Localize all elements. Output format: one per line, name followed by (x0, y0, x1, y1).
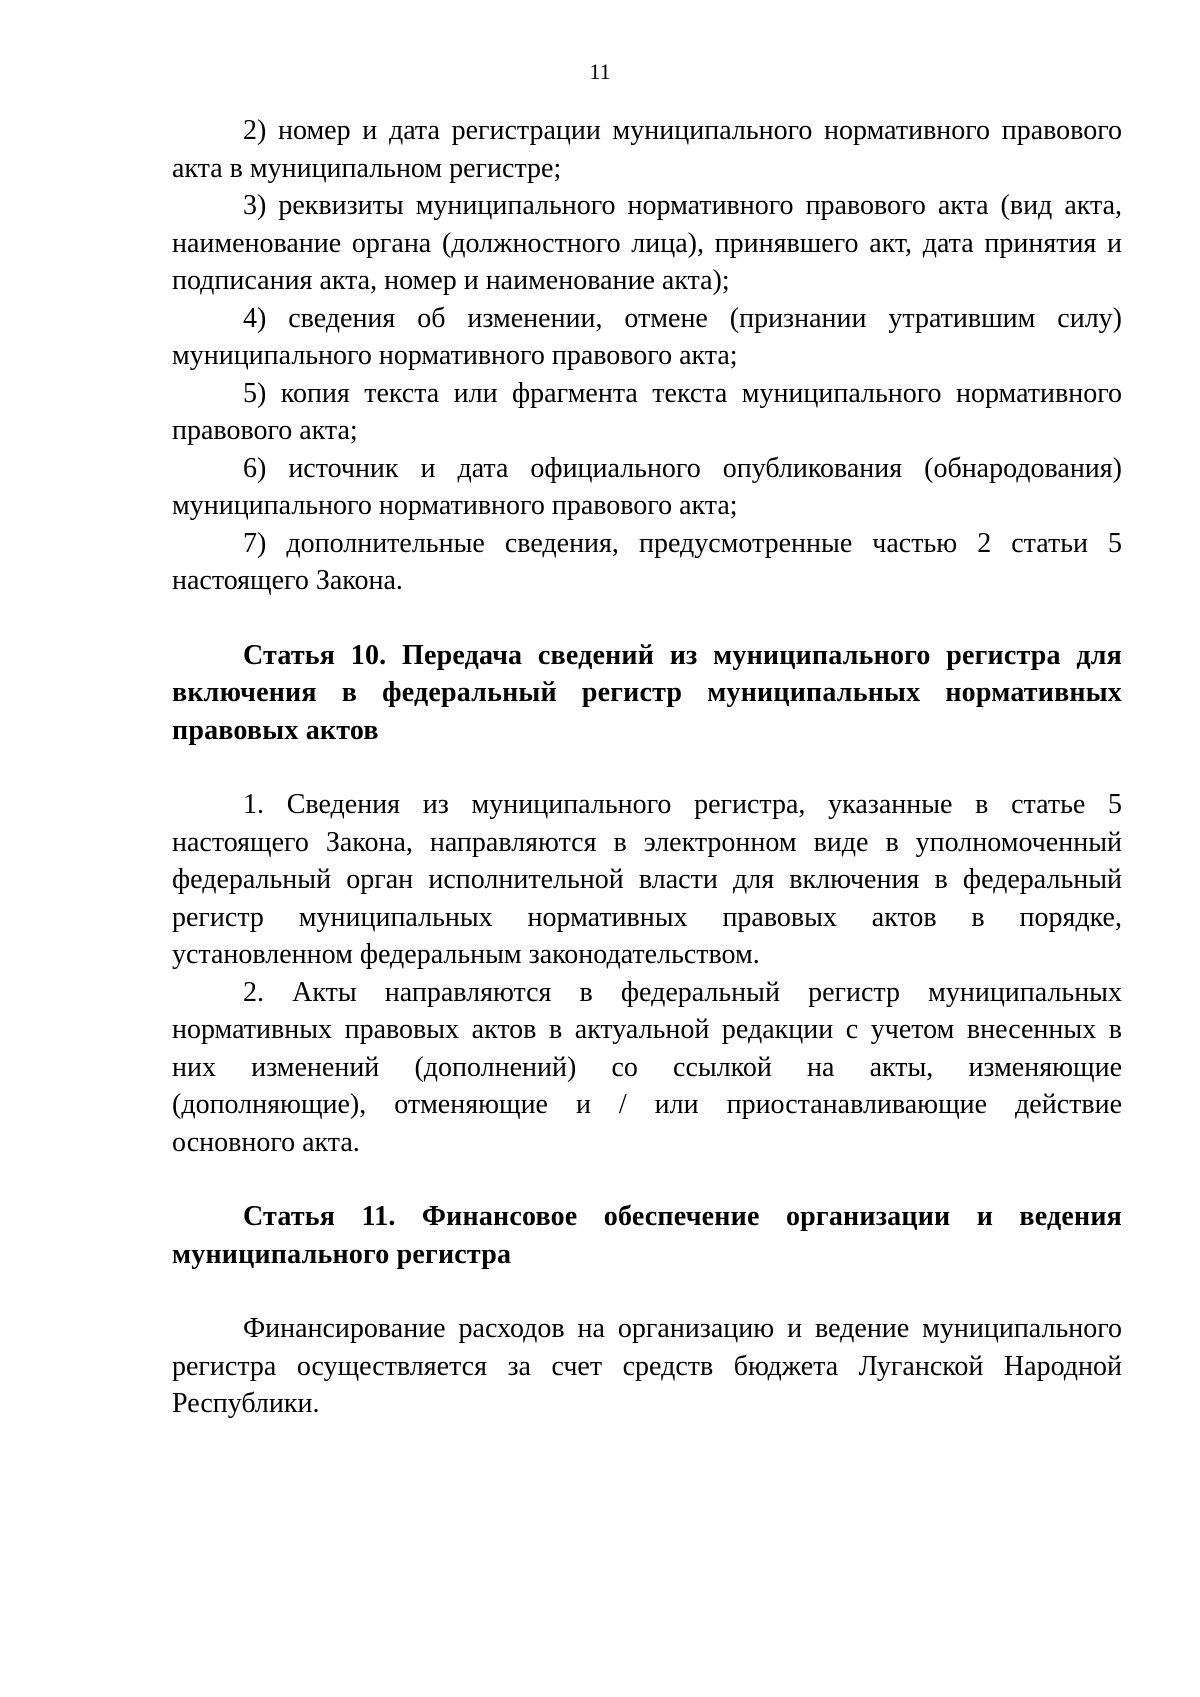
article-10-title: Статья 10. Передача сведений из муниципального регистра для включения в федеральный регистр муниципальных нормативных правовых актов (172, 639, 1122, 746)
list-item-4: 4) сведения об изменении, отмене (признании утратившим силу) муниципального нормативного правового акта; (172, 302, 1122, 371)
article-11-title: Статья 11. Финансовое обеспечение организации и ведения муниципального регистра (172, 1201, 1122, 1270)
list-item-3: 3) реквизиты муниципального нормативного правового акта (вид акта, наименование органа (должностного лица), принявшего акт, дата принятия и подписания акта, номер и наименование акта); (172, 190, 1122, 296)
article-11-paragraph-1: Финансирование расходов на организацию и ведение муниципального регистра осуществляется за счет средств бюджета Луганской Народной Республики. (172, 1313, 1122, 1419)
article-10-paragraph-2: 2. Акты направляются в федеральный регистр муниципальных нормативных правовых актов в актуальной редакции с учетом внесенных в них изменений (дополнений) со ссылкой на акты, изменяющие (дополняющие), отменяющие и / или приостанавливающие действие основного акта. (172, 976, 1122, 1158)
page-number: 11 (589, 59, 611, 84)
list-item-2: 2) номер и дата регистрации муниципального нормативного правового акта в муниципальном регистре; (172, 115, 1122, 184)
article-10-paragraph-1: 1. Сведения из муниципального регистра, указанные в статье 5 настоящего Закона, направляются в электронном виде в уполномоченный федеральный орган исполнительной власти для включения в федеральный регистр муниципальных нормативных правовых актов в порядке, установленном федеральным законодательством. (172, 789, 1122, 970)
list-item-5: 5) копия текста или фрагмента текста муниципального нормативного правового акта; (172, 377, 1122, 446)
list-item-7: 7) дополнительные сведения, предусмотренные частью 2 статьи 5 настоящего Закона. (172, 527, 1122, 596)
list-item-6: 6) источник и дата официального опубликования (обнародования) муниципального нормативного правового акта; (172, 452, 1122, 521)
document-body (172, 112, 1122, 1423)
